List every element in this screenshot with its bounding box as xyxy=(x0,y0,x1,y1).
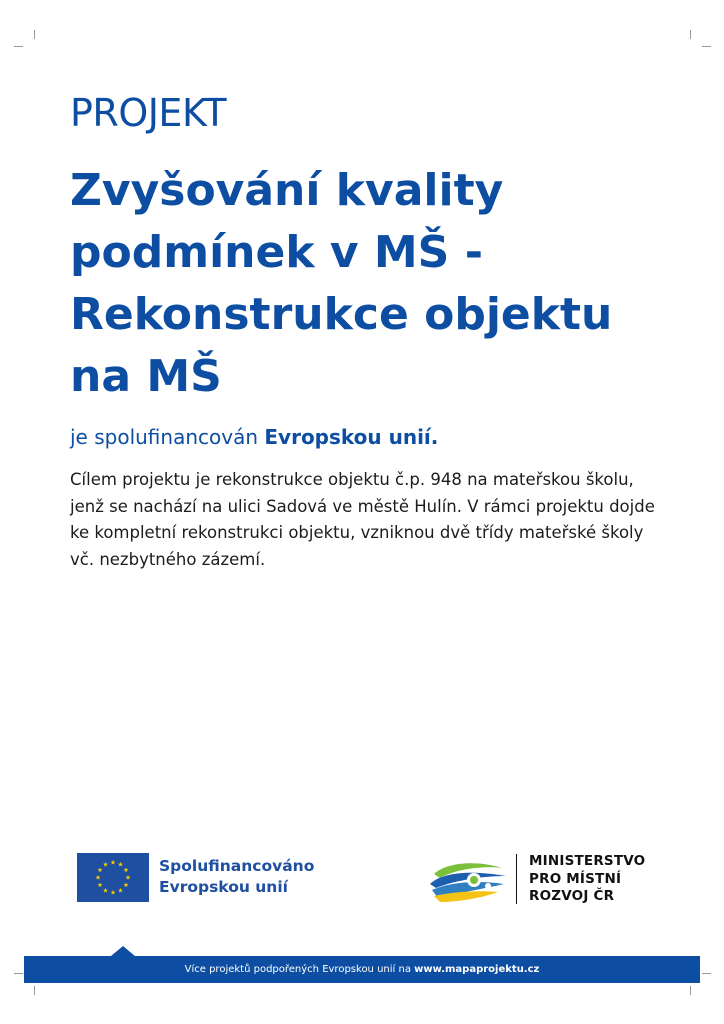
cofinanced-highlight: Evropskou unií. xyxy=(264,425,439,449)
eu-star-icon xyxy=(118,862,123,867)
crop-mark xyxy=(34,986,35,995)
ministry-logo-text xyxy=(529,853,645,906)
ministry-logo xyxy=(428,852,658,908)
cofinanced-prefix: je spolufinancován xyxy=(70,425,259,449)
eu-logo-line2: Evropskou unií xyxy=(159,878,288,896)
footer-bar xyxy=(24,956,700,983)
mmr-logo-icon xyxy=(428,858,508,904)
crop-mark xyxy=(702,46,711,47)
eu-star-icon xyxy=(103,888,108,893)
eu-star-icon xyxy=(124,882,129,887)
eu-star-icon xyxy=(124,867,129,872)
eu-cofinancing-logo xyxy=(77,853,317,905)
eu-star-icon xyxy=(126,875,131,880)
crop-mark xyxy=(14,973,23,974)
ministry-line3: ROZVOJ ČR xyxy=(529,888,615,904)
crop-mark xyxy=(690,986,691,995)
crop-mark xyxy=(14,46,23,47)
crop-mark xyxy=(34,30,35,39)
eu-star-icon xyxy=(103,862,108,867)
eu-logo-line1: Spolufinancováno xyxy=(159,857,315,875)
project-description: Cílem projektu je rekonstrukce objektu č.p. 948 na mateřskou školu, jenž se nachází na ulici Sadová ve městě Hulín. V rámci projektu dojde ke kompletní rekonstrukci objektu, vzniknou dvě třídy mateřské školy vč. nezbytného zázemí. xyxy=(70,470,655,569)
eu-flag-icon xyxy=(77,853,149,902)
cofinanced-line xyxy=(70,424,438,450)
crop-mark xyxy=(690,30,691,39)
footer-url-link[interactable]: www.mapaprojektu.cz xyxy=(414,964,540,975)
eu-star-icon xyxy=(111,860,116,865)
crop-mark xyxy=(702,973,711,974)
project-label: PROJEKT xyxy=(70,91,227,135)
logo-divider xyxy=(516,854,517,904)
eu-star-icon xyxy=(118,888,123,893)
footer-arrow-icon xyxy=(111,946,135,956)
eu-logo-text xyxy=(159,856,314,898)
ministry-line2: PRO MÍSTNÍ xyxy=(529,870,622,887)
ministry-line1: MINISTERSTVO xyxy=(529,853,646,869)
eu-star-icon xyxy=(111,890,116,895)
footer-text: Více projektů podpořených Evropskou unií na xyxy=(184,964,411,975)
eu-star-icon xyxy=(98,882,103,887)
eu-star-icon xyxy=(96,875,101,880)
project-title: Zvyšování kvality podmínek v MŠ - Rekonstrukce objektu na MŠ xyxy=(70,165,613,402)
eu-star-icon xyxy=(98,867,103,872)
